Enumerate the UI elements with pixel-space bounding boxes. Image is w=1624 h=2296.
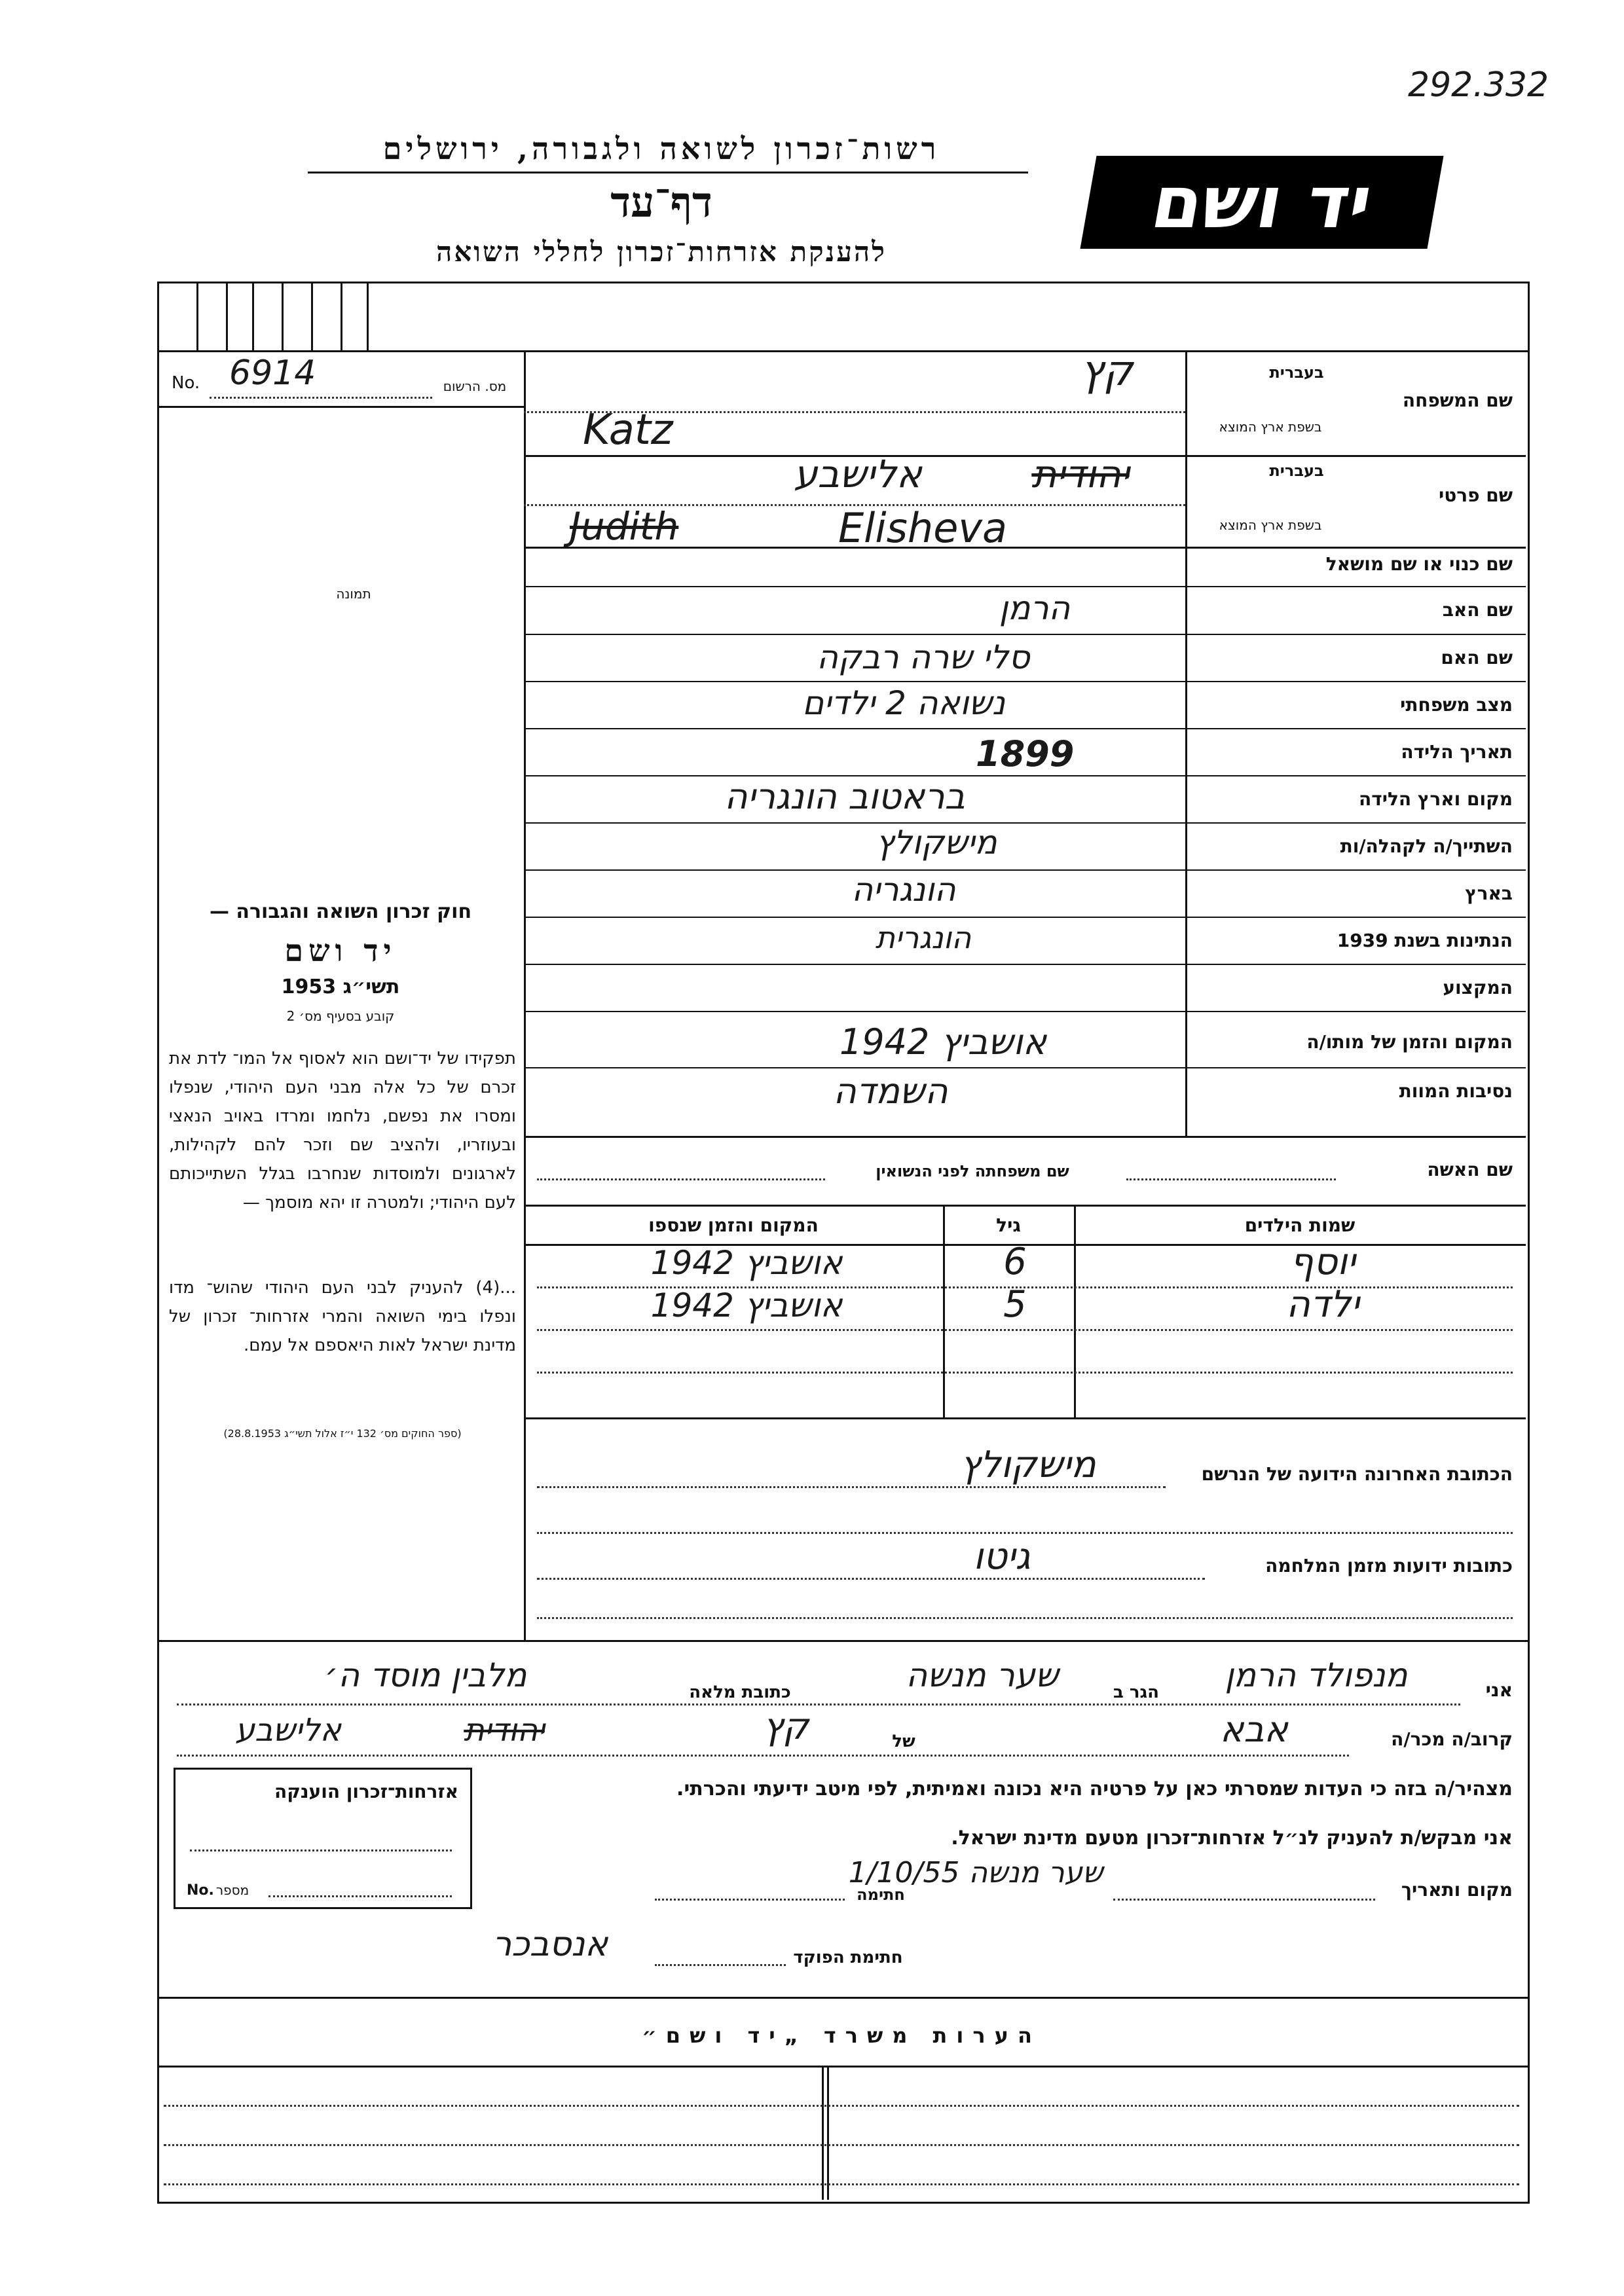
last-address-label: הכתובת האחרונה הידועה של הנרשם bbox=[1201, 1463, 1513, 1485]
father-value[interactable]: הרמן bbox=[999, 589, 1071, 627]
remarks-title: הערות משרד „יד ושם״ bbox=[642, 2023, 1041, 2048]
citizenship-value[interactable]: הונגרית bbox=[875, 920, 972, 955]
family-name-label: שם המשפחה bbox=[1402, 390, 1513, 411]
war-address-label: כתובות ידועות מזמן המלחמה bbox=[1265, 1555, 1513, 1576]
declarant-lives-label: הגר ב bbox=[1113, 1683, 1160, 1702]
law-text-2: ...(4) להעניק לבני העם היהודי שהוש־ מדו ונפלו בימי השואה והמרי אזרחות־ זכרון של מדינת ישראל לאות היאספם אל עמם. bbox=[169, 1278, 516, 1355]
of-family[interactable]: קץ bbox=[763, 1705, 809, 1748]
reg-heb-label: מס. הרשום bbox=[443, 378, 507, 394]
community-label: השתייך/ה לקהלה/ות bbox=[1340, 835, 1513, 857]
signature-label: חתימה bbox=[857, 1886, 905, 1904]
citizenship-label: הנתינות בשנת 1939 bbox=[1337, 930, 1513, 951]
of-name[interactable]: אלישבע bbox=[235, 1712, 341, 1749]
last-address-value[interactable]: מישקולץ bbox=[960, 1444, 1096, 1486]
child-1-place[interactable]: אושביץ 1942 bbox=[650, 1244, 843, 1282]
law-clause: קובע בסעיף מס׳ 2 bbox=[286, 1008, 395, 1024]
birth-place-value[interactable]: בראטוב הונגריה bbox=[724, 776, 965, 817]
birth-place-label: מקום וארץ הלידה bbox=[1359, 788, 1513, 810]
marital-label: מצב משפחתי bbox=[1400, 694, 1513, 716]
declare-text: מצהיר/ה בזה כי העדות שמסרתי כאן על פרטיה היא נכונה ואמיתית, לפי מיטב ידיעתי והכרתי. bbox=[676, 1777, 1513, 1800]
child-2-place[interactable]: אושביץ 1942 bbox=[650, 1286, 843, 1324]
law-name: יד ושם bbox=[284, 933, 397, 968]
death-circ-value[interactable]: השמדה bbox=[833, 1070, 948, 1112]
death-place-label: המקום והזמן של מותו/ה bbox=[1306, 1031, 1513, 1053]
citizenship-box-heb: מספר bbox=[215, 1882, 249, 1898]
first-name-orig-value[interactable]: Elisheva bbox=[838, 504, 1008, 552]
declarant-address[interactable]: מלבין מוסד ה׳ bbox=[324, 1656, 527, 1694]
community-value[interactable]: מישקולץ bbox=[876, 824, 997, 862]
header-line1: רשות־זכרון לשואה ולגבורה, ירושלים bbox=[382, 131, 940, 166]
family-name-orig-sub: בשפת ארץ המוצא bbox=[1219, 419, 1322, 435]
of-label: של bbox=[892, 1732, 915, 1751]
mother-value[interactable]: סלי שרה רבקה bbox=[817, 638, 1030, 676]
child-2-age[interactable]: 5 bbox=[1003, 1283, 1027, 1326]
father-label: שם האב bbox=[1442, 599, 1513, 621]
citizenship-box-title: אזרחות־זכרון הוענקה bbox=[274, 1781, 458, 1802]
family-name-heb-sub: בעברית bbox=[1269, 363, 1324, 382]
place-date-value[interactable]: שער מנשה 1/10/55 bbox=[848, 1856, 1103, 1889]
photo-label: תמונה bbox=[336, 586, 371, 602]
children-age-header: גיל bbox=[996, 1214, 1021, 1236]
form-title: דף־עד bbox=[610, 178, 712, 227]
children-place-header: המקום והזמן שנספו bbox=[648, 1214, 819, 1236]
law-source: (ספר החוקים מס׳ 132 י״ז אלול תשי״ג 28.8.1953) bbox=[223, 1427, 462, 1440]
death-place-value[interactable]: אושביץ 1942 bbox=[839, 1021, 1047, 1063]
first-name-orig-struck: Judith bbox=[570, 504, 679, 549]
official-label: חתימת הפוקד bbox=[793, 1948, 903, 1967]
child-1-name[interactable]: יוסף bbox=[1290, 1241, 1356, 1283]
law-title: חוק זכרון השואה והגבורה — bbox=[209, 900, 472, 923]
official-signature: אנסבכר bbox=[492, 1925, 608, 1964]
law-text-1: תפקידו של יד־ושם הוא לאסוף אל המו־ לדת את זכרם של כל אלה מבני העם היהודי, שנפלו ומסרו את נפשם, נלחמו ומרדו באויב הנאצי ובעוזריו, ולהציב שם וזכר להם לקהילות, לארגונים ולמוסדות שנחרבו בגלל השתייכותם לעם היהודי; ולמטרה זו יהא מוסמך — bbox=[169, 1049, 516, 1212]
declarant-address-label: כתובת מלאה bbox=[689, 1683, 791, 1702]
country-value[interactable]: הונגריה bbox=[851, 871, 956, 909]
reg-no-label: No. bbox=[172, 373, 200, 393]
marital-value[interactable]: נשואה 2 ילדים bbox=[802, 684, 1006, 722]
first-name-orig-sub: בשפת ארץ המוצא bbox=[1219, 517, 1322, 533]
declarant-name[interactable]: מנפולד הרמן bbox=[1225, 1656, 1408, 1694]
reg-no-value: 6914 bbox=[229, 354, 316, 393]
first-name-heb-value[interactable]: אלישבע bbox=[794, 452, 922, 496]
wife-label: שם האשה bbox=[1427, 1159, 1513, 1180]
first-name-heb-struck: יהודית bbox=[1031, 452, 1130, 496]
header-line3: להענקת אזרחות־זכרון לחללי השואה bbox=[436, 236, 887, 268]
of-struck: יהודית bbox=[464, 1712, 545, 1749]
child-2-name[interactable]: ילדה bbox=[1286, 1283, 1359, 1326]
profession-label: המקצוע bbox=[1443, 977, 1513, 998]
mother-label: שם האם bbox=[1441, 647, 1513, 668]
yad-vashem-logo: יד ושם bbox=[1080, 156, 1443, 249]
relation-label: קרוב/ה מכר/ה bbox=[1391, 1728, 1513, 1750]
declarant-city[interactable]: שער מנשה bbox=[906, 1656, 1059, 1694]
family-name-heb-value[interactable]: קץ bbox=[1080, 347, 1133, 395]
relation-value[interactable]: אבא bbox=[1220, 1709, 1288, 1750]
first-name-label: שם פרטי bbox=[1438, 484, 1513, 506]
wife-maiden-label: שם משפחתה לפני הנשואין bbox=[876, 1162, 1069, 1180]
nickname-label: שם כנוי או שם מושאל bbox=[1325, 553, 1513, 575]
request-text: אני מבקש/ת להעניק לנ״ל אזרחות־זכרון מטעם מדינת ישראל. bbox=[951, 1827, 1513, 1850]
birth-date-value[interactable]: 1899 bbox=[976, 733, 1075, 774]
archive-number: 292.332 bbox=[1408, 65, 1549, 105]
place-date-label: מקום ותאריך bbox=[1401, 1879, 1513, 1901]
child-1-age[interactable]: 6 bbox=[1003, 1241, 1027, 1283]
family-name-orig-value[interactable]: Katz bbox=[583, 406, 673, 454]
children-names-header: שמות הילדים bbox=[1244, 1214, 1356, 1236]
law-year: תשי״ג 1953 bbox=[281, 975, 400, 998]
death-circ-label: נסיבות המוות bbox=[1399, 1080, 1513, 1102]
citizenship-box-no: No. bbox=[187, 1882, 214, 1899]
country-label: בארץ bbox=[1465, 883, 1513, 904]
war-address-value[interactable]: גיטו bbox=[973, 1535, 1031, 1578]
first-name-heb-sub: בעברית bbox=[1269, 462, 1324, 480]
declarant-i-label: אני bbox=[1485, 1679, 1513, 1701]
birth-date-label: תאריך הלידה bbox=[1401, 741, 1513, 763]
